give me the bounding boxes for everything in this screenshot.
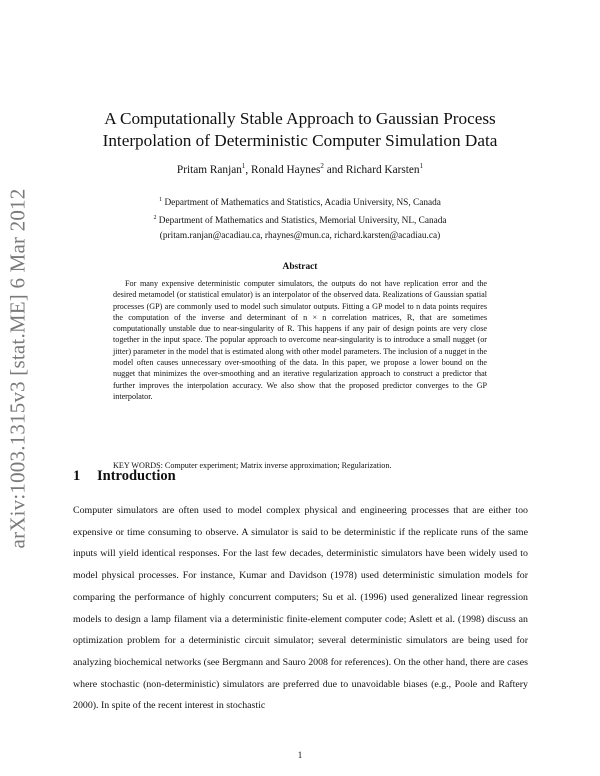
keywords: KEY WORDS: Computer experiment; Matrix inverse approximation; Regularization. [113, 461, 392, 470]
abstract-body: For many expensive deterministic computer simulators, the outputs do not have replication error and the desired metamodel (or statistical emulator) is an interpolator of the observed data. Realizations of Gaussian spatial processes (GP) are commonly used to model such simulator outputs. Fitting a GP model to n data points requires the computation of the inverse and determinant of n × n correlation matrices, R, that are sometimes computationally unstable due to near-singularity of R. This happens if any pair of design points are very close together in the input space. The popular approach to overcome near-singularity is to introduce a small nugget (or jitter) parameter in the model that is estimated along with other model parameters. The inclusion of a nugget in the model often causes unnecessary over-smoothing of the data. In this paper, we propose a lower bound on the nugget that minimizes the over-smoothing and an iterative regularization approach to construct a predictor that further improves the interpolation accuracy. We also show that the proposed predictor converges to the GP interpolator. [113, 279, 487, 401]
affiliation-text: Department of Mathematics and Statistics, Memorial University, NL, Canada [158, 216, 447, 227]
affiliation-marker: 1 [419, 162, 424, 170]
arxiv-id: arXiv:1003.1315v3 [stat.ME] 6 Mar 2012 [5, 188, 30, 548]
affiliation-1 [60, 193, 540, 211]
abstract-heading: Abstract [282, 262, 318, 272]
affiliation-text: Department of Mathematics and Statistics, Acadia University, NS, Canada [164, 198, 441, 209]
author-emails: (pritam.ranjan@acadiau.ca, rhaynes@mun.ca, richard.karsten@acadiau.ca) [159, 231, 441, 242]
affiliation-marker: 2 [153, 215, 157, 222]
section-number: 1 [73, 468, 81, 484]
section-title: Introduction [97, 468, 176, 484]
section-heading [73, 468, 176, 485]
author-name: Richard Karsten [345, 163, 420, 176]
arxiv-stamp [3, 188, 33, 548]
author-separator: , [245, 163, 252, 176]
author-name: Ronald Haynes [251, 163, 321, 176]
paper-title [60, 108, 540, 152]
title-line-1: A Computationally Stable Approach to Gaussian Process [104, 109, 496, 128]
author-name: Pritam Ranjan [176, 163, 242, 176]
author-list [60, 162, 540, 176]
introduction-paragraph: Computer simulators are often used to model complex physical and engineering processes that are either too expensive or time consuming to observe. A simulator is said to be deterministic if the replicate runs of the same inputs will yield identical responses. For the last few decades, deterministic simulators have been widely used to model physical processes. For instance, Kumar and Davidson (1978) used deterministic simulation models for comparing the performance of highly concurrent computers; Su et al. (1996) used generalized linear regression models to design a lamp filament via a deterministic finite-element computer code; Aslett et al. (1998) discuss an optimization problem for a deterministic circuit simulator; several deterministic simulators are being used for analyzing biochemical networks (see Bergmann and Sauro 2008 for references). On the other hand, there are cases where stochastic (non-deterministic) simulators are preferred due to unavoidable biases (e.g., Poole and Raftery 2000). In spite of the recent interest in stochastic [73, 505, 528, 712]
affiliation-marker: 1 [159, 197, 163, 203]
author-separator: and [323, 163, 346, 176]
affiliation-marker: 1 [241, 162, 246, 170]
title-line-2: Interpolation of Deterministic Computer Simulation Data [102, 131, 498, 150]
affiliations [60, 193, 540, 244]
affiliation-marker: 2 [320, 162, 324, 170]
affiliation-2 [60, 211, 540, 229]
page-number: 1 [297, 750, 303, 760]
